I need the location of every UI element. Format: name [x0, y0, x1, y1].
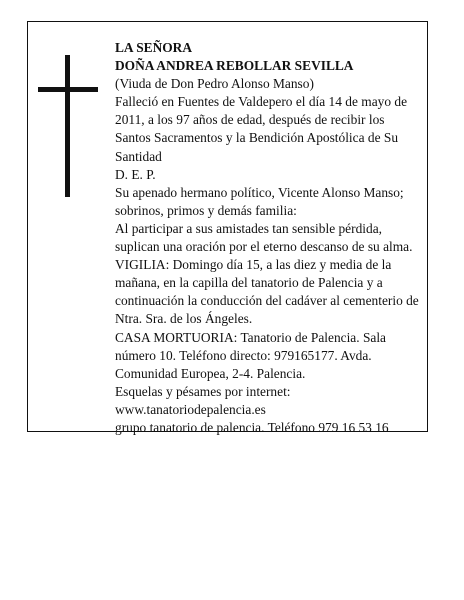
cross-icon [38, 55, 98, 197]
deceased-name: DOÑA ANDREA REBOLLAR SEVILLA [115, 58, 354, 74]
obituary-text [115, 39, 421, 437]
online-condolences-line: Esquelas y pésames por internet: [115, 383, 291, 399]
rest-in-peace: D. E. P. [115, 166, 156, 182]
cross-horizontal-bar [38, 87, 98, 92]
website-line: www.tanatoriodepalencia.es [115, 401, 266, 417]
family-paragraph: Su apenado hermano político, Vicente Alonso Manso; sobrinos, primos y demás familia: [115, 184, 404, 218]
deceased-title: LA SEÑORA [115, 40, 193, 55]
death-paragraph: Falleció en Fuentes de Valdepero el día 14 de mayo de 2011, a los 97 años de edad, después de recibir los Santos Sacramentos y la Bendición Apostólica de Su Santidad [115, 94, 408, 164]
group-contact-line: grupo tanatorio de palencia. Teléfono 979 16 53 16 [115, 419, 389, 435]
cross-vertical-bar [65, 55, 70, 197]
funeral-home-paragraph: CASA MORTUORIA: Tanatorio de Palencia. Sala número 10. Teléfono directo: 979165177. Avda. Comunidad Europea, 2-4. Palencia. [115, 329, 386, 381]
vigil-paragraph: VIGILIA: Domingo día 15, a las diez y media de la mañana, en la capilla del tanatorio de Palencia y a continuación la conducción del cadáver al cementerio de Ntra. Sra. de los Ángeles. [115, 257, 419, 327]
widow-note: (Viuda de Don Pedro Alonso Manso) [115, 76, 314, 92]
prayer-request-paragraph: Al participar a sus amistades tan sensible pérdida, suplican una oración por el eterno descanso de su alma. [115, 220, 413, 255]
